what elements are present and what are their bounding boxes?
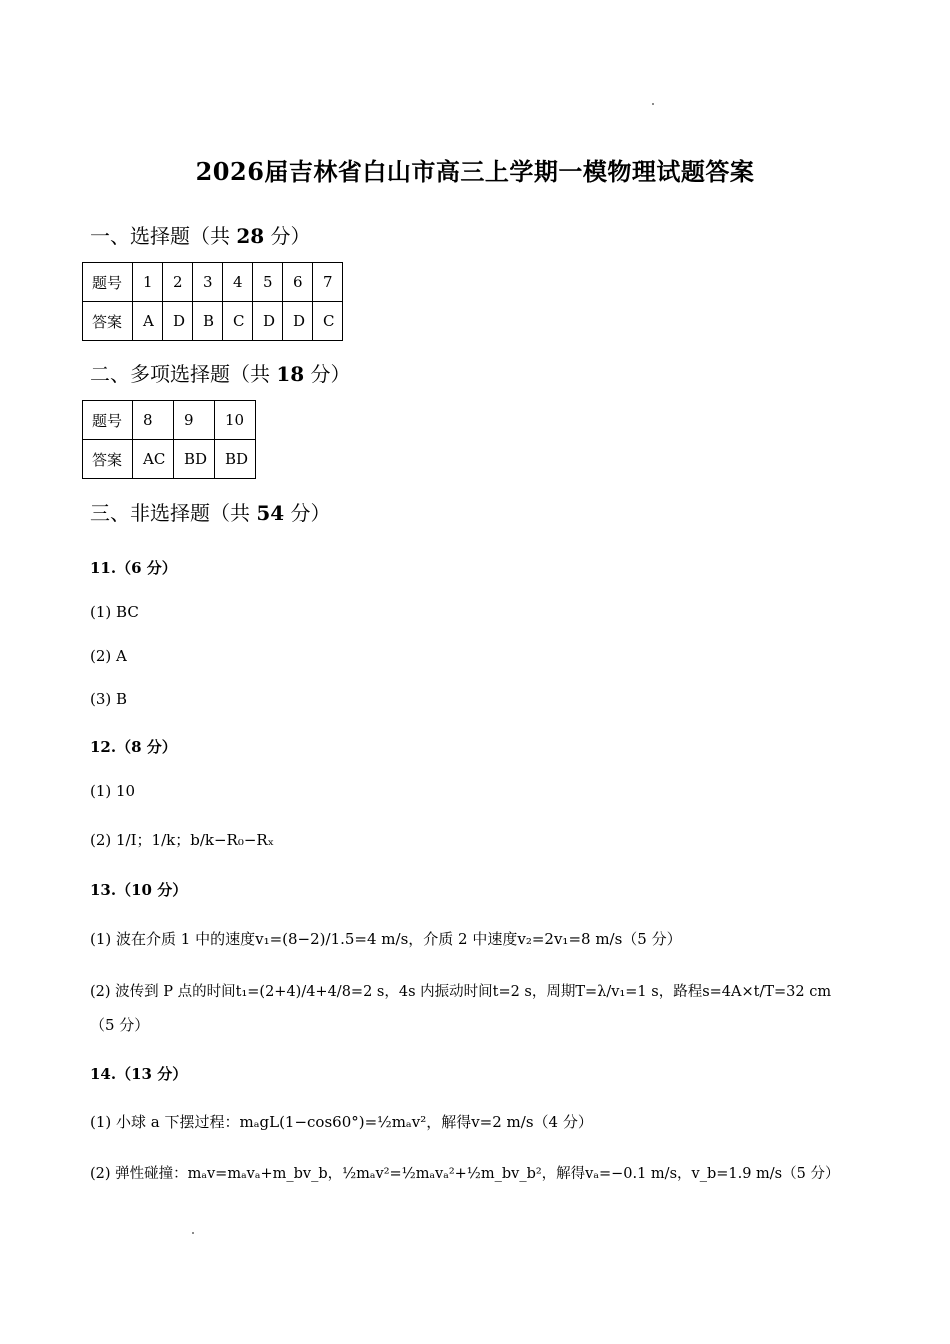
table-row (83, 302, 343, 341)
table-cell: 题号 (83, 263, 133, 302)
question-11-heading: 11.（6 分） (90, 559, 177, 577)
question-14-answer-1: (1) 小球 a 下摆过程：mₐgL(1−cos60°)=½mₐv²，解得v=2 m/s（4 分） (90, 1113, 593, 1131)
table-cell: 答案 (83, 302, 133, 341)
question-14-heading: 14.（13 分） (90, 1065, 188, 1083)
table-row (83, 440, 256, 479)
table-cell: A (133, 302, 163, 341)
answer-table-single-choice (82, 262, 343, 341)
table-row (83, 401, 256, 440)
table-cell: C (223, 302, 253, 341)
table-cell: B (193, 302, 223, 341)
table-cell: 3 (193, 263, 223, 302)
table-cell: 5 (253, 263, 283, 302)
table-cell: 6 (283, 263, 313, 302)
question-13-answer-1: (1) 波在介质 1 中的速度v₁=(8−2)/1.5=4 m/s，介质 2 中速度v₂=2v₁=8 m/s（5 分） (90, 930, 682, 948)
table-cell: D (283, 302, 313, 341)
decorative-dot-top (652, 103, 654, 105)
table-cell: D (163, 302, 193, 341)
question-12-answer-2: (2) 1/I；1/k；b/k−R₀−Rₓ (90, 831, 275, 849)
table-cell: 8 (133, 401, 174, 440)
question-14-answer-2: (2) 弹性碰撞：mₐv=mₐvₐ+m_bv_b，½mₐv²=½mₐvₐ²+½m_bv_b²，解得vₐ=−0.1 m/s，v_b=1.9 m/s（5 分） (90, 1166, 840, 1182)
table-cell: C (313, 302, 343, 341)
question-12-heading: 12.（8 分） (90, 738, 177, 756)
table-cell: 7 (313, 263, 343, 302)
question-11-answer-1: (1) BC (90, 603, 139, 621)
table-cell: BD (215, 440, 256, 479)
decorative-dot-bottom (192, 1232, 194, 1234)
table-cell: 4 (223, 263, 253, 302)
table-cell: 1 (133, 263, 163, 302)
page-title: 2026届吉林省白山市高三上学期一模物理试题答案 (195, 157, 755, 186)
question-11-answer-2: (2) A (90, 647, 127, 665)
question-13-answer-2-score: （5 分） (90, 1016, 150, 1034)
table-cell: 题号 (83, 401, 133, 440)
question-13-heading: 13.（10 分） (90, 881, 188, 899)
table-cell: 答案 (83, 440, 133, 479)
answer-table-multi-choice (82, 400, 256, 479)
table-row (83, 263, 343, 302)
section-heading-choice: 一、选择题（共 28 分） (90, 224, 311, 248)
question-13-answer-2: (2) 波传到 P 点的时间t₁=(2+4)/4+4/8=2 s，4s 内振动时间t=2 s，周期T=λ/v₁=1 s，路程s=4A×t/T=32 cm (90, 984, 832, 1000)
table-cell: D (253, 302, 283, 341)
table-cell: 9 (174, 401, 215, 440)
section-heading-multi-choice: 二、多项选择题（共 18 分） (90, 362, 351, 386)
table-cell: 10 (215, 401, 256, 440)
section-heading-non-choice: 三、非选择题（共 54 分） (90, 501, 331, 525)
table-cell: AC (133, 440, 174, 479)
question-12-answer-1: (1) 10 (90, 782, 136, 800)
table-cell: BD (174, 440, 215, 479)
question-11-answer-3: (3) B (90, 690, 128, 708)
table-cell: 2 (163, 263, 193, 302)
